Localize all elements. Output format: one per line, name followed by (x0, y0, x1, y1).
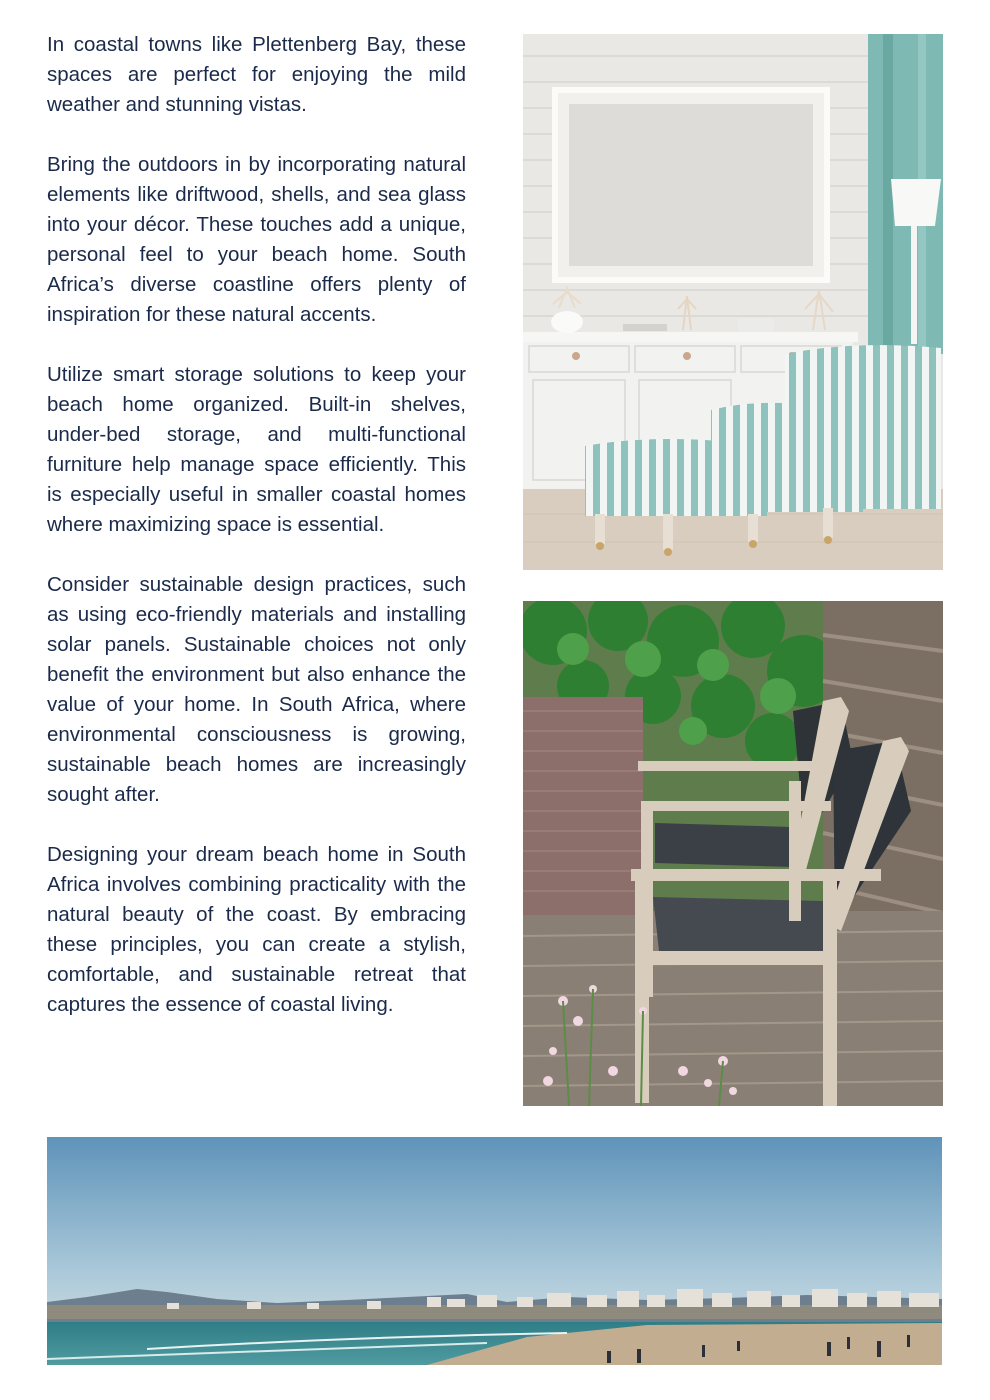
living-room-photo (523, 34, 943, 570)
beach-panorama-photo (47, 1137, 942, 1365)
paragraph-5: Designing your dream beach home in South Africa involves combining practicality with the natural beauty of the coast. By embracing these principles, you can create a stylish, comfortable, and sustainable retreat that captures the essence of coastal living. (47, 843, 466, 1016)
paragraph-2: Bring the outdoors in by incorporating natural elements like driftwood, shells, and sea glass into your décor. These touches add a unique, personal feel to your beach home. South Africa’s diverse coastline offers plenty of inspiration for these natural accents. (47, 153, 466, 326)
paragraph-1: In coastal towns like Plettenberg Bay, these spaces are perfect for enjoying the mild weather and stunning vistas. (47, 33, 466, 116)
paragraph-3: Utilize smart storage solutions to keep your beach home organized. Built-in shelves, under-bed storage, and multi-functional furniture help manage space efficiently. This is especially useful in smaller coastal homes where maximizing space is essential. (47, 363, 466, 536)
article-text (47, 30, 466, 1050)
deck-chairs-photo (523, 601, 943, 1106)
paragraph-4: Consider sustainable design practices, such as using eco-friendly materials and installing solar panels. Sustainable choices not only benefit the environment but also enhance the value of your home. In South Africa, where environmental consciousness is growing, sustainable beach homes are increasingly sought after. (47, 573, 466, 806)
